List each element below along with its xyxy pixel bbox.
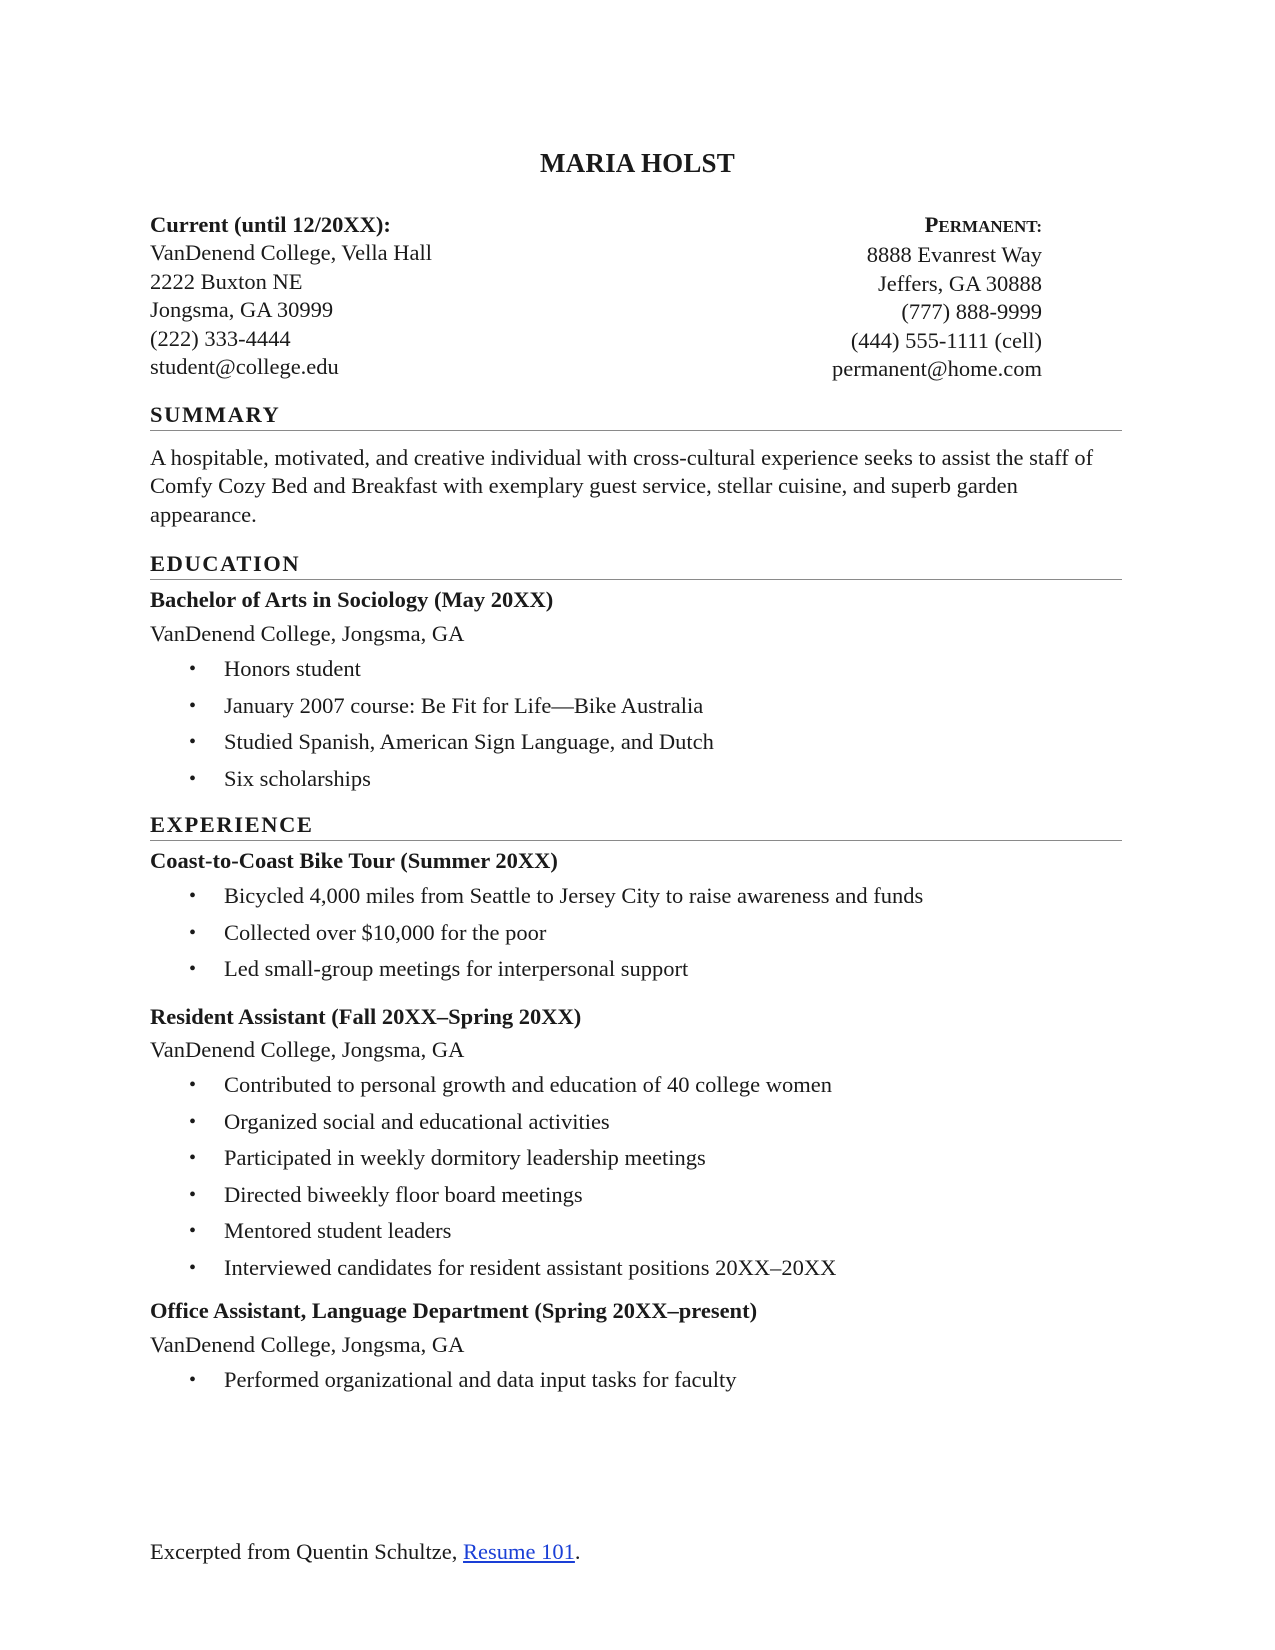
job-title: Office Assistant, Language Department (Spring 20XX–present) bbox=[150, 1298, 758, 1323]
education-heading: EDUCATION bbox=[150, 550, 1122, 580]
footer-citation: Excerpted from Quentin Schultze, Resume 101. bbox=[150, 1539, 581, 1564]
list-item: • Bicycled 4,000 miles from Seattle to Jersey City to raise awareness and funds bbox=[189, 883, 924, 908]
job-title: Coast-to-Coast Bike Tour (Summer 20XX) bbox=[150, 848, 558, 873]
bullet-icon: • bbox=[189, 658, 197, 680]
bullet-icon: • bbox=[189, 958, 197, 981]
permanent-phone: (777) 888-9999 bbox=[901, 299, 1042, 325]
current-phone: (222) 333-4444 bbox=[150, 325, 291, 351]
list-item: • Mentored student leaders bbox=[189, 1218, 452, 1244]
permanent-cell-phone: (444) 555-1111 (cell) bbox=[850, 327, 1042, 353]
current-address-line: Jongsma, GA 30999 bbox=[150, 297, 334, 323]
bullet-icon: • bbox=[189, 1147, 197, 1170]
current-address-block bbox=[150, 211, 432, 381]
list-item: • Honors student bbox=[189, 656, 361, 681]
bullet-icon: • bbox=[189, 731, 197, 754]
bullet-icon: • bbox=[189, 694, 197, 717]
job-organization: VanDenend College, Jongsma, GA bbox=[150, 1332, 465, 1357]
bullet-icon: • bbox=[189, 1369, 197, 1391]
bullet-icon: • bbox=[189, 1110, 197, 1133]
list-item: • Six scholarships bbox=[189, 765, 371, 791]
current-address-line: 2222 Buxton NE bbox=[150, 268, 303, 294]
list-item: • Directed biweekly floor board meetings bbox=[189, 1181, 583, 1207]
bullet-icon: • bbox=[189, 921, 197, 944]
bullet-icon: • bbox=[189, 885, 197, 907]
education-bullet-list bbox=[150, 655, 714, 801]
permanent-address-block bbox=[760, 211, 1042, 383]
permanent-address-line: 8888 Evanrest Way bbox=[866, 242, 1042, 268]
bullet-icon: • bbox=[189, 1074, 197, 1096]
current-address-heading: Current (until 12/20XX): bbox=[150, 212, 391, 237]
job-bullet-list bbox=[150, 1071, 836, 1291]
list-item: • Participated in weekly dormitory leadership meetings bbox=[189, 1145, 706, 1171]
list-item: • Performed organizational and data input tasks for faculty bbox=[189, 1367, 737, 1392]
current-email: student@college.edu bbox=[150, 354, 339, 380]
job-bullet-list bbox=[150, 1366, 737, 1403]
list-item: • Contributed to personal growth and education of 40 college women bbox=[189, 1072, 832, 1097]
bullet-icon: • bbox=[189, 1256, 197, 1279]
summary-text: A hospitable, motivated, and creative individual with cross-cultural experience seeks to assist the staff of Comfy Cozy Bed and Breakfast with exemplary guest service, stellar cuisine, and superb garden appearance. bbox=[150, 445, 1094, 527]
job-bullet-list bbox=[150, 882, 923, 992]
list-item: • Led small-group meetings for interpersonal support bbox=[189, 956, 689, 982]
bullet-icon: • bbox=[189, 767, 197, 790]
permanent-address-heading: PERMANENT: bbox=[924, 212, 1042, 237]
job-title: Resident Assistant (Fall 20XX–Spring 20XX) bbox=[150, 1004, 582, 1029]
job-organization: VanDenend College, Jongsma, GA bbox=[150, 1037, 465, 1062]
resume-101-link[interactable]: Resume 101 bbox=[463, 1539, 575, 1564]
list-item: • Studied Spanish, American Sign Language, and Dutch bbox=[189, 729, 714, 755]
permanent-address-line: Jeffers, GA 30888 bbox=[878, 270, 1042, 296]
bullet-icon: • bbox=[189, 1220, 197, 1243]
current-address-line: VanDenend College, Vella Hall bbox=[150, 240, 433, 266]
list-item: • Organized social and educational activities bbox=[189, 1108, 610, 1134]
resume-name: MARIA HOLST bbox=[540, 148, 735, 178]
bullet-icon: • bbox=[189, 1183, 197, 1206]
list-item: • Collected over $10,000 for the poor bbox=[189, 919, 547, 945]
list-item: • Interviewed candidates for resident assistant positions 20XX–20XX bbox=[189, 1254, 837, 1280]
experience-heading: EXPERIENCE bbox=[150, 811, 1122, 841]
summary-heading: SUMMARY bbox=[150, 401, 1122, 431]
education-degree: Bachelor of Arts in Sociology (May 20XX) bbox=[150, 587, 554, 612]
list-item: • January 2007 course: Be Fit for Life—Bike Australia bbox=[189, 692, 704, 718]
education-school: VanDenend College, Jongsma, GA bbox=[150, 621, 465, 646]
permanent-email: permanent@home.com bbox=[831, 356, 1042, 382]
